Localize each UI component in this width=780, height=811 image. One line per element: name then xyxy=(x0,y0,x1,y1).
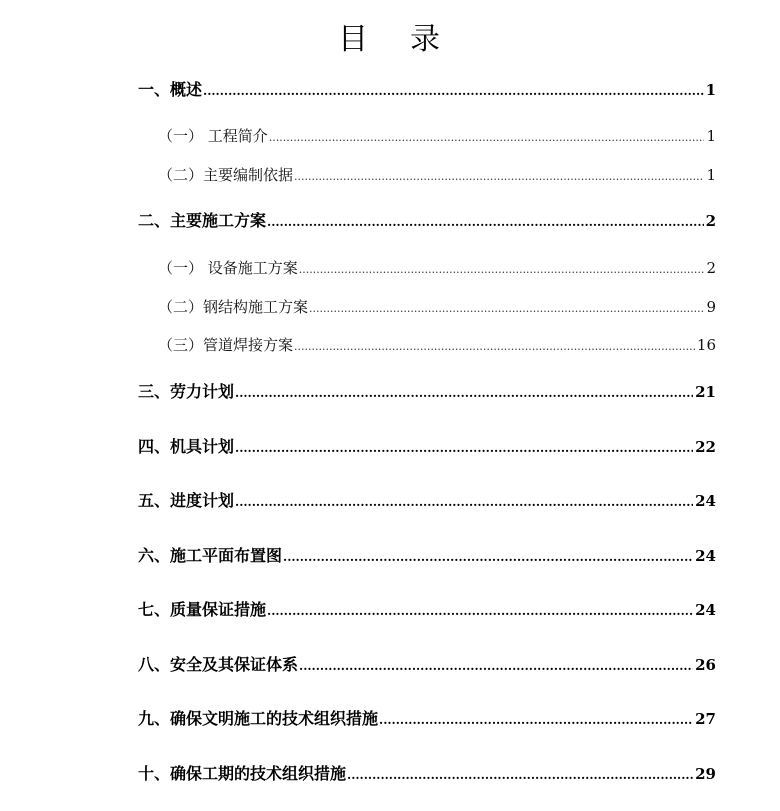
toc-entry[interactable] xyxy=(0,254,716,282)
toc-entry-page: 16 xyxy=(696,336,716,354)
toc-dot-leader xyxy=(235,378,693,407)
toc-dot-leader xyxy=(309,293,704,323)
toc-entry-label: 八、安全及其保证体系 xyxy=(138,655,299,674)
toc-entry-label: 七、质量保证措施 xyxy=(138,600,267,619)
toc-dot-leader xyxy=(379,705,693,734)
toc-entry[interactable] xyxy=(0,651,716,679)
toc-entry-label: 四、机具计划 xyxy=(138,437,235,456)
toc-entry-page: 27 xyxy=(695,710,716,728)
toc-entry[interactable] xyxy=(0,207,716,235)
toc-entry-page: 21 xyxy=(695,383,716,401)
toc-entry[interactable] xyxy=(0,760,716,788)
toc-dot-leader xyxy=(299,651,693,680)
toc-entry[interactable] xyxy=(0,331,716,359)
toc-entry-label: 十、确保工期的技术组织措施 xyxy=(138,764,347,783)
toc-entry-page: 26 xyxy=(695,656,716,674)
toc-entry-page: 29 xyxy=(695,765,716,783)
toc-entry[interactable] xyxy=(0,293,716,321)
toc-entry-page: 22 xyxy=(695,438,716,456)
toc-dot-leader xyxy=(283,542,693,571)
toc-dot-leader xyxy=(299,254,705,284)
toc-entry-page: 24 xyxy=(695,547,716,565)
toc-title-char-2: 录 xyxy=(410,22,442,57)
toc-entry-page: 1 xyxy=(706,166,716,184)
toc-entry-page: 1 xyxy=(705,81,716,99)
toc-entry-label: （二）钢结构施工方案 xyxy=(158,298,309,316)
toc-entry[interactable] xyxy=(0,378,716,406)
toc-entry-label: 五、进度计划 xyxy=(138,491,235,510)
toc-entry-page: 2 xyxy=(705,212,716,230)
toc-entry[interactable] xyxy=(0,596,716,624)
toc-dot-leader xyxy=(269,122,705,152)
toc-dot-leader xyxy=(267,207,704,236)
toc-title-char-1: 目 xyxy=(338,22,370,57)
toc-entry[interactable] xyxy=(0,433,716,461)
toc-dot-leader xyxy=(267,596,693,625)
toc-entry[interactable] xyxy=(0,705,716,733)
toc-entry-label: 九、确保文明施工的技术组织措施 xyxy=(138,709,379,728)
toc-entry-page: 9 xyxy=(706,298,716,316)
toc-dot-leader xyxy=(294,161,704,191)
toc-entry[interactable] xyxy=(0,542,716,570)
toc-entry-label: （一） 工程简介 xyxy=(158,127,268,145)
toc-dot-leader xyxy=(235,487,693,516)
toc-entry-label: 二、主要施工方案 xyxy=(138,211,267,230)
toc-entry-label: （三）管道焊接方案 xyxy=(158,336,294,354)
toc-dot-leader xyxy=(347,760,693,789)
toc-entry-label: （二）主要编制依据 xyxy=(158,166,294,184)
toc-entry-label: 一、概述 xyxy=(138,80,203,99)
toc-entry-page: 2 xyxy=(706,259,716,277)
toc-dot-leader xyxy=(235,433,693,462)
toc-entry-label: 三、劳力计划 xyxy=(138,382,235,401)
toc-entry[interactable] xyxy=(0,122,716,150)
toc-entry-page: 1 xyxy=(706,127,716,145)
toc-dot-leader xyxy=(203,76,704,105)
toc-dot-leader xyxy=(294,331,695,361)
toc-entry-page: 24 xyxy=(695,601,716,619)
toc-entry-page: 24 xyxy=(695,492,716,510)
toc-entry-label: （一） 设备施工方案 xyxy=(158,259,298,277)
toc-entry-label: 六、施工平面布置图 xyxy=(138,546,283,565)
toc-entry[interactable] xyxy=(0,76,716,104)
toc-entry[interactable] xyxy=(0,487,716,515)
toc-entry[interactable] xyxy=(0,161,716,189)
